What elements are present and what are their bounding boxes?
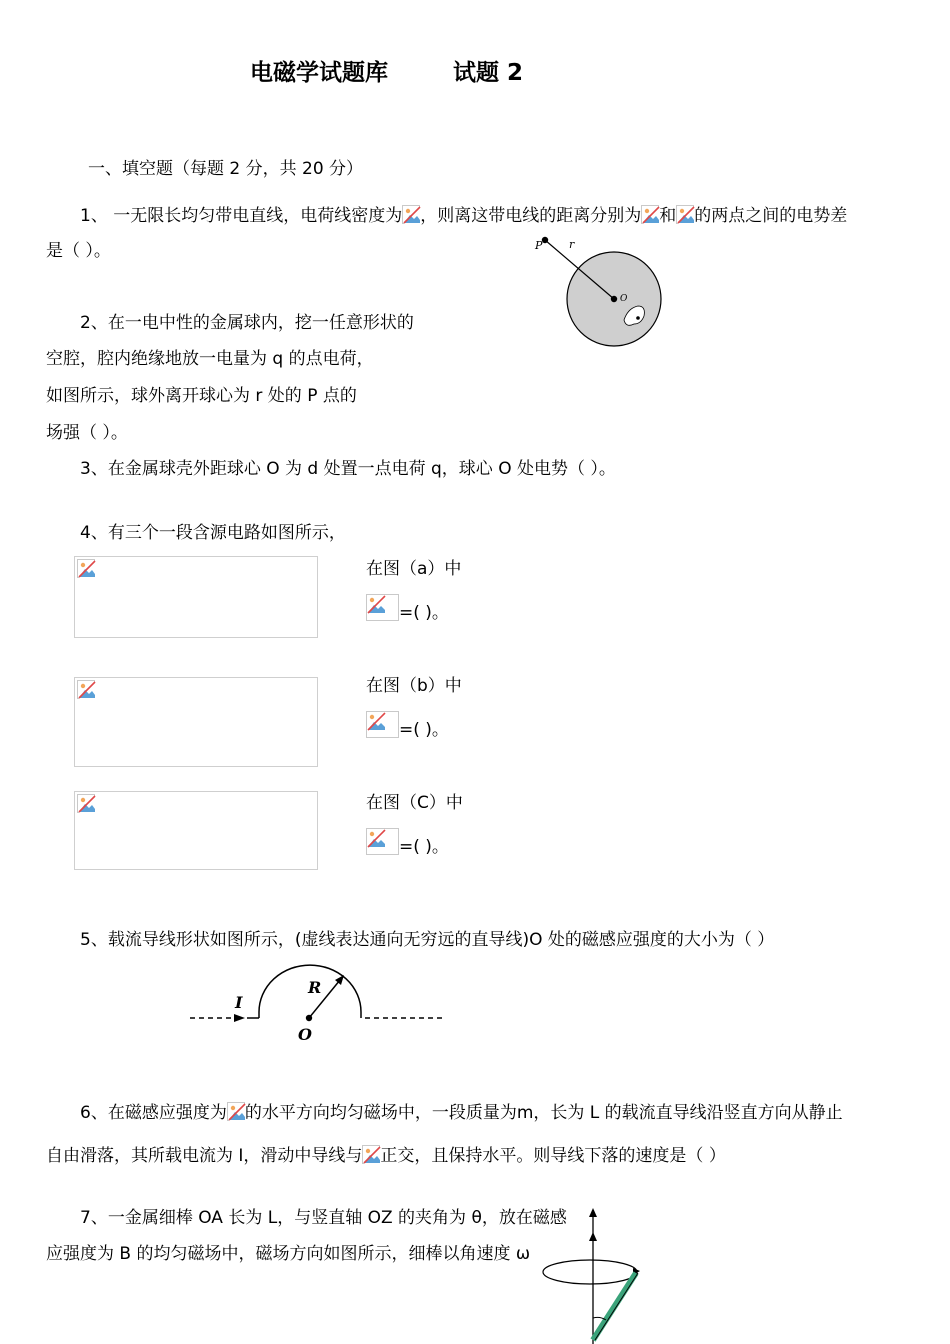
broken-image-icon bbox=[402, 205, 420, 224]
q4-c-label: 在图（C）中 bbox=[366, 793, 463, 813]
page-title bbox=[250, 62, 388, 85]
point-p bbox=[542, 237, 548, 243]
q6-text-1: 6、在磁感应强度为 bbox=[80, 1103, 227, 1123]
q4-a-answer-text: =( )。 bbox=[399, 603, 449, 623]
question-1-line-2: 是（ ）。 bbox=[46, 241, 111, 261]
broken-image-icon bbox=[362, 1145, 380, 1164]
axis-arrow-top bbox=[589, 1208, 597, 1217]
q4-c-answer-text: =( )。 bbox=[399, 837, 449, 857]
q6-text-3: 自由滑落，其所载电流为 I，滑动中导线与 bbox=[46, 1146, 363, 1166]
q4-b-label: 在图（b）中 bbox=[366, 676, 462, 696]
label-o: O bbox=[620, 294, 628, 304]
charge-q bbox=[636, 316, 640, 320]
label-r: r bbox=[569, 238, 575, 251]
section-heading: 一、填空题（每题 2 分，共 20 分） bbox=[88, 159, 364, 179]
question-6-line-1 bbox=[80, 1102, 843, 1122]
question-2-line-3: 如图所示，球外离开球心为 r 处的 P 点的 bbox=[46, 386, 357, 406]
broken-image-icon bbox=[366, 711, 399, 738]
page-subtitle bbox=[453, 62, 523, 85]
circuit-figure-a bbox=[74, 556, 318, 638]
question-1-line-1 bbox=[80, 205, 847, 225]
label-r: R bbox=[308, 978, 322, 997]
q1-text-3: 和 bbox=[659, 206, 677, 226]
broken-image-icon bbox=[366, 594, 399, 621]
current-arrow bbox=[234, 1014, 245, 1022]
label-p: P bbox=[535, 239, 543, 252]
title-sub: 试题 2 bbox=[453, 60, 524, 86]
circuit-figure-c bbox=[74, 791, 318, 870]
question-7-line-2: 应强度为 B 的均匀磁场中，磁场方向如图所示，细棒以角速度 ω bbox=[46, 1244, 531, 1264]
center-o bbox=[611, 296, 617, 302]
current-wire-figure bbox=[185, 960, 450, 1050]
broken-image-icon bbox=[77, 680, 95, 699]
rotating-rod-figure bbox=[540, 1206, 650, 1344]
q4-b-answer bbox=[366, 711, 449, 739]
q4-c-answer bbox=[366, 828, 449, 856]
q6-text-4: 正交，且保持水平。则导线下落的速度是（ ） bbox=[380, 1146, 726, 1166]
q4-b-answer-text: =( )。 bbox=[399, 720, 449, 740]
field-arrow bbox=[589, 1232, 597, 1241]
question-2-line-2: 空腔，腔内绝缘地放一电量为 q 的点电荷， bbox=[46, 349, 374, 369]
q1-text-2: ，则离这带电线的距离分别为 bbox=[420, 206, 642, 226]
broken-image-icon bbox=[227, 1102, 245, 1121]
question-7-line-1: 7、一金属细棒 OA 长为 L，与竖直轴 OZ 的夹角为 θ，放在磁感 bbox=[80, 1208, 567, 1228]
q4-a-label: 在图（a）中 bbox=[366, 559, 462, 579]
question-4-intro: 4、有三个一段含源电路如图所示， bbox=[80, 523, 346, 543]
broken-image-icon bbox=[77, 559, 95, 578]
broken-image-icon bbox=[641, 205, 659, 224]
question-2-line-1: 2、在一电中性的金属球内，挖一任意形状的 bbox=[80, 313, 414, 333]
rod-outline bbox=[595, 1273, 638, 1340]
metal-rod bbox=[593, 1273, 636, 1340]
broken-image-icon bbox=[676, 205, 694, 224]
rotation-ellipse bbox=[543, 1260, 637, 1284]
metal-sphere-figure bbox=[528, 232, 678, 352]
label-o: O bbox=[298, 1025, 312, 1044]
circuit-figure-b bbox=[74, 677, 318, 767]
broken-image-icon bbox=[366, 828, 399, 855]
q1-text-4: 的两点之间的电势差 bbox=[694, 206, 848, 226]
question-3: 3、在金属球壳外距球心 O 为 d 处置一点电荷 q，球心 O 处电势（ ）。 bbox=[80, 459, 616, 479]
label-i: I bbox=[235, 993, 243, 1012]
title-main: 电磁学试题库 bbox=[250, 60, 388, 86]
q4-a-answer bbox=[366, 594, 449, 622]
question-6-line-2 bbox=[46, 1145, 726, 1165]
q1-text-1: 1、 一无限长均匀带电直线，电荷线密度为 bbox=[80, 206, 403, 226]
broken-image-icon bbox=[77, 794, 95, 813]
question-2-line-4: 场强（ ）。 bbox=[46, 423, 128, 443]
q6-text-2: 的水平方向均匀磁场中，一段质量为m，长为 L 的载流直导线沿竖直方向从静止 bbox=[244, 1103, 843, 1123]
question-5: 5、载流导线形状如图所示，(虚线表达通向无穷远的直导线)O 处的磁感应强度的大小为（ ） bbox=[80, 930, 775, 950]
